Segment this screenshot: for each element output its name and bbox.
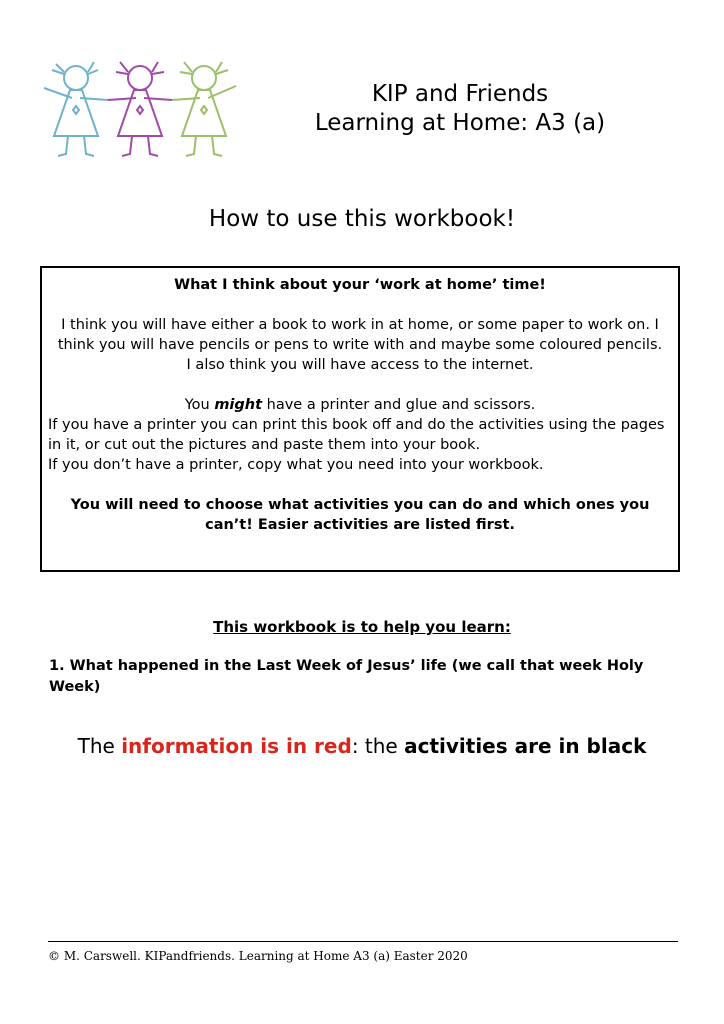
figure-blue — [44, 62, 108, 156]
legend-activities-black: activities are in black — [404, 734, 647, 758]
title-line-1: KIP and Friends — [371, 81, 549, 107]
colour-legend — [0, 734, 724, 758]
info-paragraph-3 — [48, 395, 672, 415]
info-paragraph-4: If you have a printer you can print this book off and do the activities using the pages in it, or cut out the pictures and paste them into your book. — [48, 417, 665, 453]
legend-information-red: information is in red — [121, 734, 352, 758]
info-box — [40, 266, 680, 572]
info-paragraph-1: I think you will have either a book to work in at home, or some paper to work on. I think you will have pencils or pens to write with and maybe some coloured pencils. — [57, 317, 663, 353]
figure-green — [172, 62, 236, 156]
info-box-title: What I think about your ‘work at home’ time! — [174, 277, 546, 293]
info-p3-emphasis: might — [214, 397, 263, 413]
learn-item-1: 1. What happened in the Last Week of Jesus’ life (we call that week Holy Week) — [49, 658, 644, 695]
document-title — [270, 80, 650, 138]
legend-part-3: : the — [351, 734, 405, 758]
info-paragraph-6: You will need to choose what activities you can do and which ones you can’t! Easier activities are listed first. — [70, 497, 650, 533]
section-heading: How to use this workbook! — [208, 206, 516, 232]
info-p3-after: have a printer and glue and scissors. — [262, 397, 536, 413]
footer-divider — [48, 941, 678, 942]
kip-and-friends-logo — [36, 50, 246, 168]
info-paragraph-2: I also think you will have access to the internet. — [186, 357, 534, 373]
learn-heading: This workbook is to help you learn: — [213, 618, 511, 636]
title-line-2: Learning at Home: A3 (a) — [314, 110, 606, 136]
legend-part-1: The — [77, 734, 122, 758]
info-paragraph-5: If you don’t have a printer, copy what you need into your workbook. — [48, 457, 544, 473]
info-p3-before: You — [184, 397, 215, 413]
figure-purple — [108, 62, 172, 156]
footer-copyright: © M. Carswell. KIPandfriends. Learning at Home A3 (a) Easter 2020 — [48, 949, 468, 963]
